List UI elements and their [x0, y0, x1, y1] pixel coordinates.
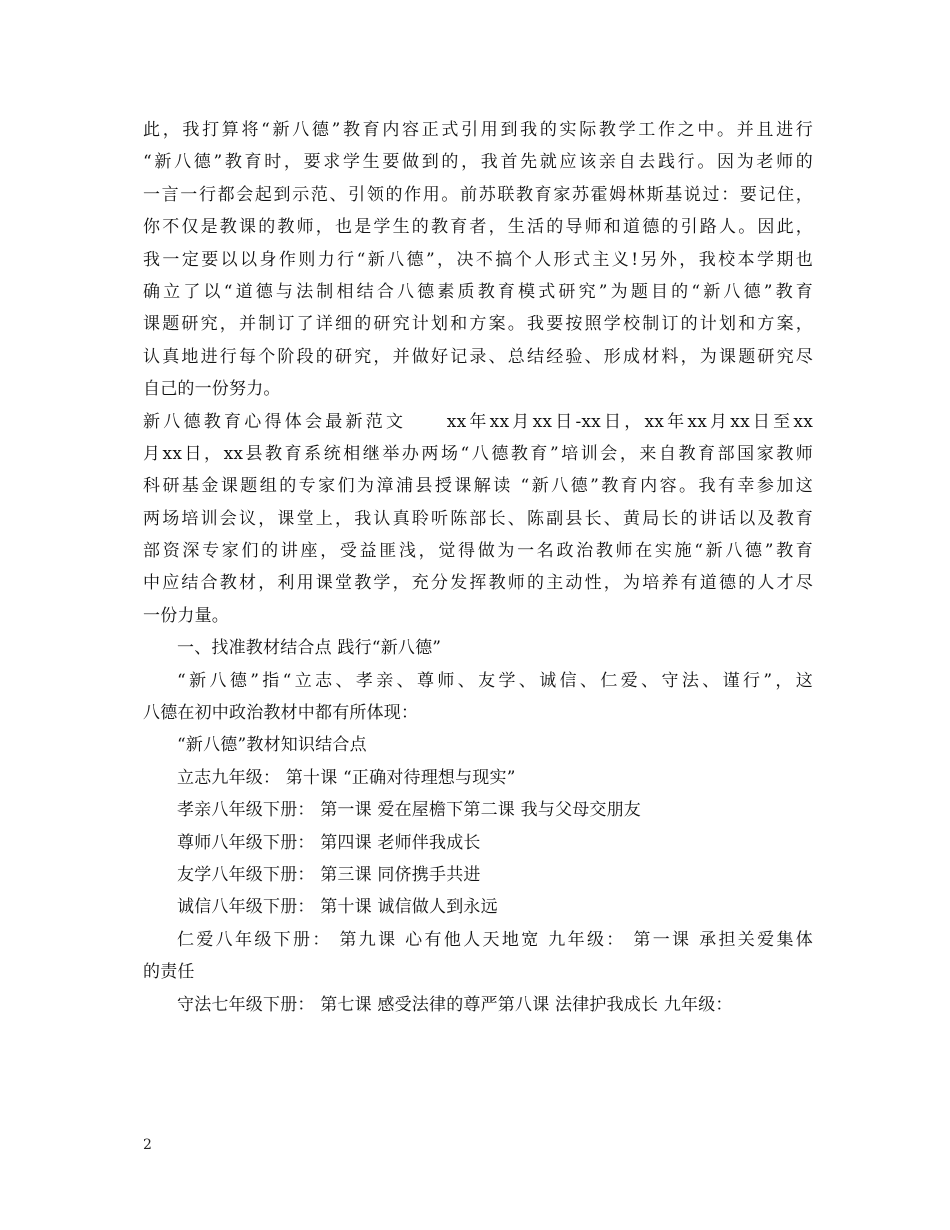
text-line: 月xx日，xx县教育系统相继举办两场“八德教育”培训会，来自教育部国家教师	[143, 443, 813, 464]
text-line: 你不仅是教课的教师，也是学生的教育者，生活的导师和道德的引路人。因此，	[143, 217, 813, 238]
text-line: 八德在初中政治教材中都有所体现：	[143, 703, 419, 724]
page-number: 2	[143, 1137, 152, 1153]
text-line: 确立了以“道德与法制相结合八德素质教育模式研究”为题目的“新八德”教育	[143, 281, 813, 302]
text-line: 我一定要以以身作则力行“新八德”，决不搞个人形式主义!另外，我校本学期也	[143, 249, 813, 270]
text-line: 新八德教育心得体会最新范文 xx年xx月xx日-xx日，xx年xx月xx日至xx	[143, 411, 813, 432]
text-line: 课题研究，并制订了详细的研究计划和方案。我要按照学校制订的计划和方案，	[143, 314, 813, 335]
text-line: 科研基金课题组的专家们为漳浦县授课解读 “新八德”教育内容。我有幸参加这	[143, 476, 813, 497]
text-line: 部资深专家们的讲座，受益匪浅，觉得做为一名政治教师在实施“新八德”教育	[143, 541, 813, 562]
text-line: 一份力量。	[143, 605, 229, 626]
text-line: “新八德”教育时，要求学生要做到的，我首先就应该亲自去践行。因为老师的	[143, 152, 813, 173]
text-line: 认真地进行每个阶段的研究，并做好记录、总结经验、形成材料，为课题研究尽	[143, 346, 813, 367]
text-line: 孝亲八年级下册： 第一课 爱在屋檐下第二课 我与父母交朋友	[177, 800, 642, 821]
text-line: 仁爱八年级下册： 第九课 心有他人天地宽 九年级： 第一课 承担关爱集体	[177, 929, 813, 950]
document-body	[143, 114, 813, 1021]
text-line: 尊师八年级下册： 第四课 老师伴我成长	[177, 832, 481, 853]
text-line: 立志九年级： 第十课 “正确对待理想与现实”	[177, 767, 516, 788]
text-line: 自己的一份努力。	[143, 379, 281, 400]
text-line: 友学八年级下册： 第三课 同侪携手共进	[177, 864, 481, 885]
text-line: 一、找准教材结合点 践行“新八德”	[177, 638, 442, 659]
text-line: 守法七年级下册： 第七课 感受法律的尊严第八课 法律护我成长 九年级：	[177, 994, 733, 1015]
text-line: 两场培训会议，课堂上，我认真聆听陈部长、陈副县长、黄局长的讲话以及教育	[143, 508, 813, 529]
text-line: 诚信八年级下册： 第十课 诚信做人到永远	[177, 897, 498, 918]
text-line: 的责任	[143, 962, 195, 983]
text-line: 此，我打算将“新八德”教育内容正式引用到我的实际教学工作之中。并且进行	[143, 120, 813, 140]
text-line: “新八德”教材知识结合点	[177, 735, 367, 756]
text-line: 中应结合教材，利用课堂教学，充分发挥教师的主动性，为培养有道德的人才尽	[143, 573, 813, 594]
text-line: “新八德”指“立志、孝亲、尊师、友学、诚信、仁爱、守法、谨行”，这	[177, 670, 813, 691]
text-line: 一言一行都会起到示范、引领的作用。前苏联教育家苏霍姆林斯基说过：要记住，	[143, 184, 813, 205]
